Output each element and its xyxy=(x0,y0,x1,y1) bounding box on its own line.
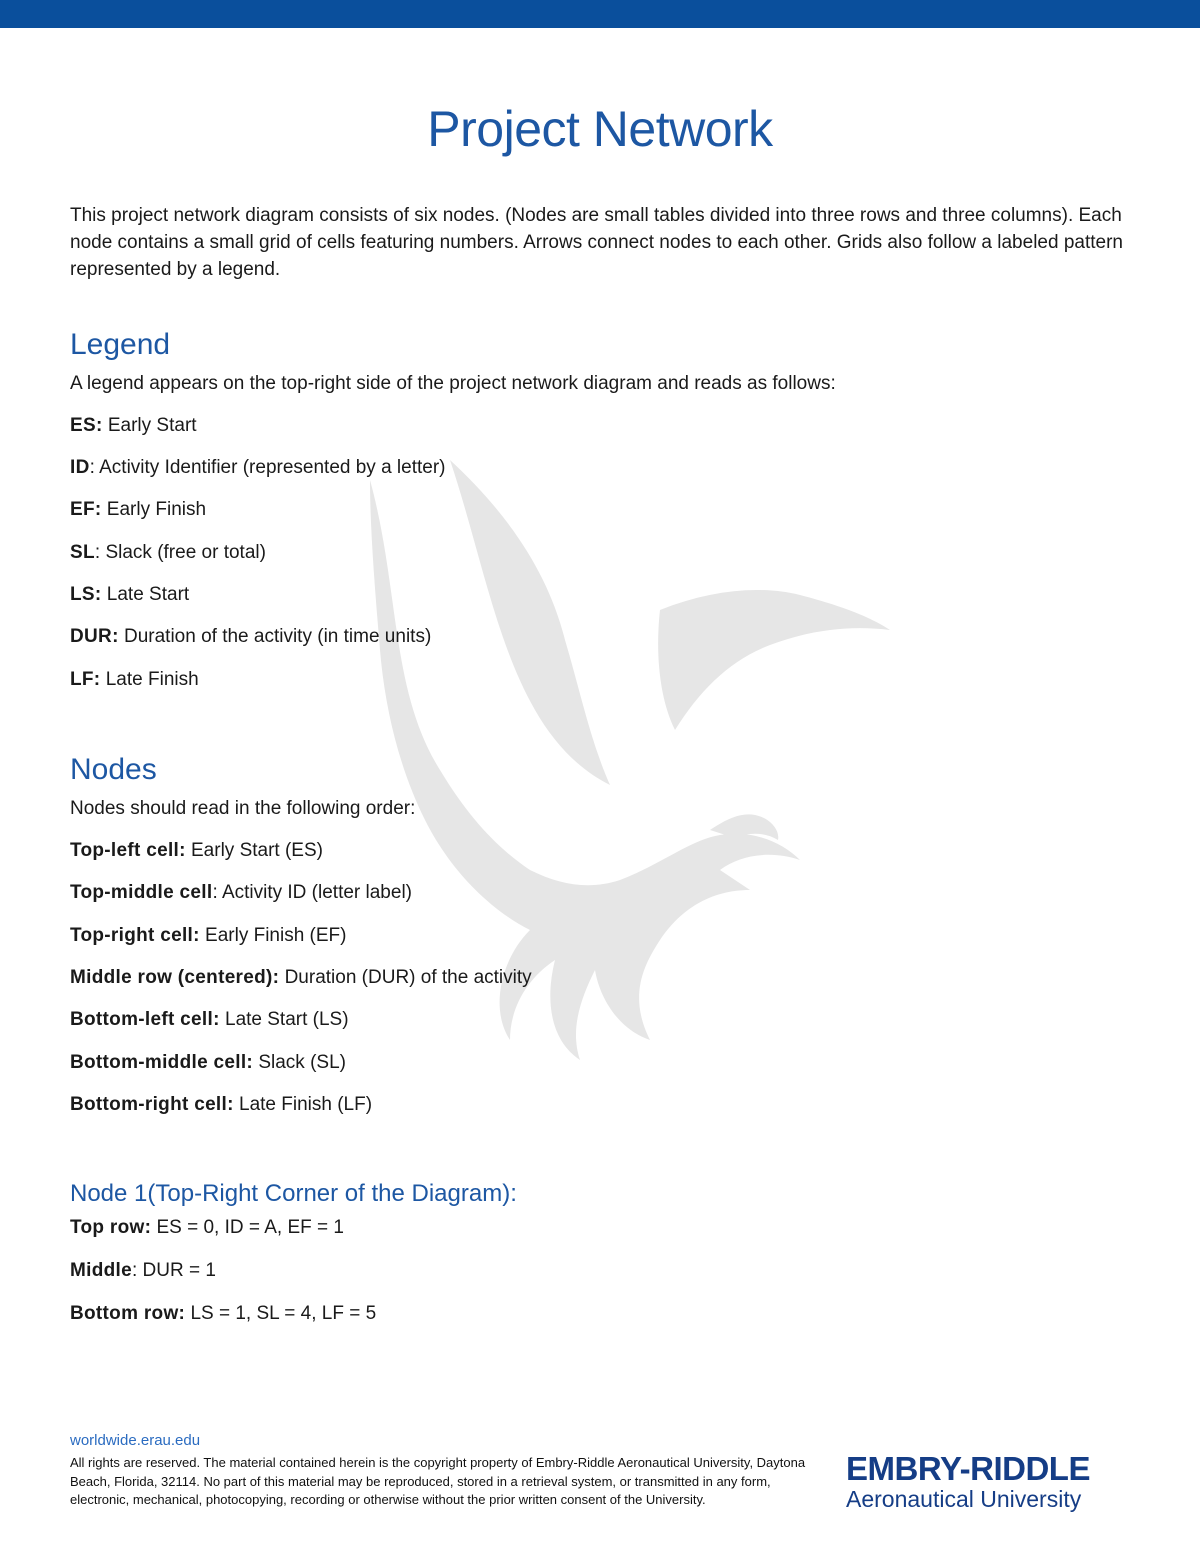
legend-item xyxy=(70,583,189,607)
node1-term: Top row: xyxy=(70,1217,152,1238)
page-title: Project Network xyxy=(427,101,773,157)
legend-term: SL xyxy=(70,542,95,563)
nodes-term: Bottom-left cell: xyxy=(70,1009,220,1030)
intro-paragraph: This project network diagram consists of six nodes. (Nodes are small tables divided into three rows and three columns). Each node contains a small grid of cells featuring numbers. Arrows connect nodes to each other. Grids also follow a labeled pattern represented by a legend. xyxy=(70,205,1123,280)
nodes-term: Top-middle cell xyxy=(70,882,213,903)
nodes-lead: Nodes should read in the following order: xyxy=(70,798,416,819)
node1-desc: LS = 1, SL = 4, LF = 5 xyxy=(185,1303,377,1324)
university-logo xyxy=(846,1452,1136,1512)
node1-item xyxy=(70,1302,376,1326)
nodes-item xyxy=(70,966,532,990)
nodes-desc: Early Start (ES) xyxy=(185,840,323,861)
legend-item xyxy=(70,668,199,692)
nodes-desc: : Activity ID (letter label) xyxy=(212,882,412,903)
legend-term: LS: xyxy=(70,584,102,605)
legend-item xyxy=(70,498,206,522)
legend-item xyxy=(70,625,431,649)
nodes-item xyxy=(70,839,323,863)
legend-term: ID xyxy=(70,457,90,478)
node1-term: Bottom row: xyxy=(70,1303,186,1324)
node1-desc: ES = 0, ID = A, EF = 1 xyxy=(151,1217,344,1238)
nodes-desc: Slack (SL) xyxy=(253,1052,346,1073)
node1-term: Middle xyxy=(70,1260,132,1281)
legend-term: DUR: xyxy=(70,626,119,647)
legend-term: ES: xyxy=(70,415,103,436)
nodes-item xyxy=(70,924,347,948)
node1-desc: : DUR = 1 xyxy=(131,1260,216,1281)
legend-heading: Legend xyxy=(70,328,171,361)
nodes-term: Middle row (centered): xyxy=(70,967,280,988)
legend-item xyxy=(70,456,446,480)
legend-desc: : Activity Identifier (represented by a letter) xyxy=(89,457,446,478)
nodes-term: Top-left cell: xyxy=(70,840,186,861)
nodes-item xyxy=(70,1051,346,1075)
nodes-desc: Late Start (LS) xyxy=(219,1009,349,1030)
legend-item xyxy=(70,541,266,565)
nodes-desc: Early Finish (EF) xyxy=(199,925,347,946)
legend-item xyxy=(70,414,197,438)
legend-lead: A legend appears on the top-right side of the project network diagram and reads as follows: xyxy=(70,373,836,394)
website-link[interactable]: worldwide.erau.edu xyxy=(70,1432,201,1449)
nodes-term: Bottom-right cell: xyxy=(70,1094,234,1115)
top-brand-bar xyxy=(0,0,1200,28)
node1-item xyxy=(70,1216,344,1240)
legend-desc: Duration of the activity (in time units) xyxy=(118,626,432,647)
node1-heading: Node 1(Top-Right Corner of the Diagram): xyxy=(70,1180,517,1207)
legend-desc: Late Start xyxy=(101,584,190,605)
nodes-item xyxy=(70,881,412,905)
logo-line2: Aeronautical University xyxy=(846,1486,1082,1512)
nodes-item xyxy=(70,1093,372,1117)
nodes-term: Bottom-middle cell: xyxy=(70,1052,254,1073)
nodes-item xyxy=(70,1008,349,1032)
legend-term: LF: xyxy=(70,669,101,690)
legend-term: EF: xyxy=(70,499,102,520)
copyright-notice: All rights are reserved. The material contained herein is the copyright property of Embry-Riddle Aeronautical University, Daytona Beach, Florida, 32114. No part of this material may be reproduced, stored in a retrieval system, or transmitted in any form, electronic, mechanical, photocopying, recording or otherwise without the prior written consent of the University. xyxy=(70,1455,806,1507)
nodes-desc: Duration (DUR) of the activity xyxy=(279,967,532,988)
logo-line1: EMBRY-RIDDLE xyxy=(846,1450,1090,1487)
legend-desc: Early Finish xyxy=(101,499,207,520)
nodes-term: Top-right cell: xyxy=(70,925,200,946)
legend-desc: Late Finish xyxy=(100,669,199,690)
node1-item xyxy=(70,1259,216,1283)
nodes-desc: Late Finish (LF) xyxy=(233,1094,373,1115)
nodes-heading: Nodes xyxy=(70,753,157,786)
legend-desc: Early Start xyxy=(102,415,197,436)
legend-desc: : Slack (free or total) xyxy=(94,542,266,563)
